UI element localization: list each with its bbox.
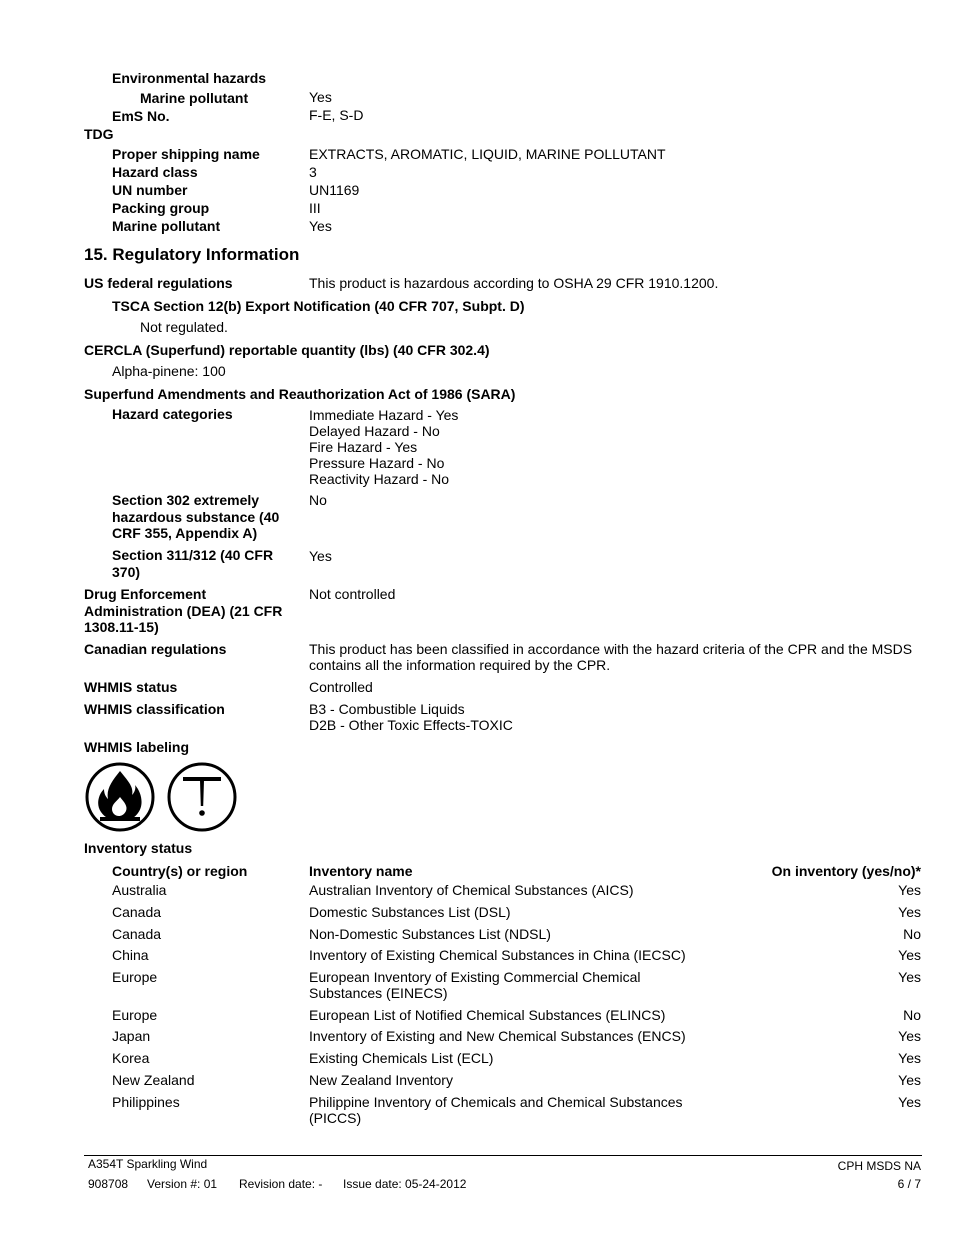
tsca-label: TSCA Section 12(b) Export Notification (40 CFR 707, Subpt. D) bbox=[112, 298, 525, 314]
inventory-country: Canada bbox=[112, 904, 162, 920]
hazard-category: Fire Hazard - Yes bbox=[309, 439, 418, 455]
tdg-packing-group-value: III bbox=[309, 200, 321, 216]
footer-product: A354T Sparkling Wind bbox=[88, 1157, 208, 1171]
dea-label: Drug Enforcement Administration (DEA) (21 CFR 1308.11-15) bbox=[84, 586, 283, 635]
tdg-un-number-label: UN number bbox=[112, 182, 188, 198]
hazard-categories-list bbox=[309, 407, 458, 487]
inventory-country: New Zealand bbox=[112, 1072, 195, 1088]
inventory-name: New Zealand Inventory bbox=[309, 1072, 453, 1088]
tdg-label: TDG bbox=[84, 126, 114, 142]
footer-version: Version #: 01 bbox=[147, 1177, 218, 1191]
us-federal-value: This product is hazardous according to OSHA 29 CFR 1910.1200. bbox=[309, 275, 719, 291]
section-311-value: Yes bbox=[309, 548, 332, 564]
inventory-country: Europe bbox=[112, 969, 158, 985]
sara-label: Superfund Amendments and Reauthorization Act of 1986 (SARA) bbox=[84, 386, 516, 402]
footer-revision: Revision date: - bbox=[239, 1177, 323, 1191]
whmis-classification-list bbox=[309, 701, 513, 733]
us-federal-label: US federal regulations bbox=[84, 275, 233, 291]
inventory-country: Korea bbox=[112, 1050, 150, 1066]
section-302-label: Section 302 extremely hazardous substance (40 CRF 355, Appendix A) bbox=[112, 492, 280, 541]
env-hazards-label: Environmental hazards bbox=[112, 70, 267, 86]
section-heading: 15. Regulatory Information bbox=[84, 245, 300, 264]
inventory-name: Inventory of Existing and New Chemical Substances (ENCS) bbox=[309, 1028, 686, 1044]
inventory-name: Non-Domestic Substances List (NDSL) bbox=[309, 926, 551, 942]
inventory-header-country: Country(s) or region bbox=[112, 863, 248, 879]
inventory-on: No bbox=[903, 926, 921, 942]
footer-doc-type: CPH MSDS NA bbox=[837, 1159, 921, 1173]
footer-code: 908708 bbox=[88, 1177, 129, 1191]
whmis-class: B3 - Combustible Liquids bbox=[309, 701, 465, 717]
marine-pollutant-label: Marine pollutant bbox=[140, 90, 249, 106]
inventory-name: Philippine Inventory of Chemicals and Chemical Substances (PICCS) bbox=[309, 1094, 683, 1126]
tdg-hazard-class-label: Hazard class bbox=[112, 164, 198, 180]
section-302-value: No bbox=[309, 492, 327, 508]
inventory-header-name: Inventory name bbox=[309, 863, 413, 879]
dea-value: Not controlled bbox=[309, 586, 396, 602]
ems-label: EmS No. bbox=[112, 108, 170, 124]
inventory-country: China bbox=[112, 947, 149, 963]
inventory-on: Yes bbox=[898, 947, 921, 963]
toxic-t-icon bbox=[166, 761, 238, 833]
inventory-country: Philippines bbox=[112, 1094, 180, 1110]
footer-page-number: 6 / 7 bbox=[897, 1177, 921, 1191]
marine-pollutant-value: Yes bbox=[309, 89, 332, 105]
cercla-label: CERCLA (Superfund) reportable quantity (lbs) (40 CFR 302.4) bbox=[84, 342, 490, 358]
inventory-country: Australia bbox=[112, 882, 167, 898]
tsca-value: Not regulated. bbox=[140, 319, 228, 335]
inventory-on: No bbox=[903, 1007, 921, 1023]
inventory-on: Yes bbox=[898, 1028, 921, 1044]
hazard-categories-label: Hazard categories bbox=[112, 406, 233, 422]
inventory-name: Domestic Substances List (DSL) bbox=[309, 904, 511, 920]
tdg-packing-group-label: Packing group bbox=[112, 200, 210, 216]
flame-icon bbox=[84, 761, 156, 833]
inventory-country: Canada bbox=[112, 926, 162, 942]
whmis-class: D2B - Other Toxic Effects-TOXIC bbox=[309, 717, 513, 733]
hazard-category: Reactivity Hazard - No bbox=[309, 471, 450, 487]
inventory-on: Yes bbox=[898, 904, 921, 920]
tdg-proper-shipping-name-value: EXTRACTS, AROMATIC, LIQUID, MARINE POLLUTANT bbox=[309, 146, 666, 162]
inventory-name: Existing Chemicals List (ECL) bbox=[309, 1050, 494, 1066]
tdg-proper-shipping-name-label: Proper shipping name bbox=[112, 146, 260, 162]
inventory-on: Yes bbox=[898, 882, 921, 898]
hazard-category: Immediate Hazard - Yes bbox=[309, 407, 459, 423]
hazard-category: Pressure Hazard - No bbox=[309, 455, 445, 471]
whmis-classification-label: WHMIS classification bbox=[84, 701, 225, 717]
ems-value: F-E, S-D bbox=[309, 107, 364, 123]
tdg-marine-pollutant-value: Yes bbox=[309, 218, 332, 234]
inventory-name: Inventory of Existing Chemical Substances in China (IECSC) bbox=[309, 947, 686, 963]
inventory-name: European Inventory of Existing Commercial Chemical Substances (EINECS) bbox=[309, 969, 641, 1001]
inventory-name: Australian Inventory of Chemical Substances (AICS) bbox=[309, 882, 634, 898]
whmis-status-label: WHMIS status bbox=[84, 679, 178, 695]
canadian-value: This product has been classified in accordance with the hazard criteria of the CPR and the MSDS contains all the information required by the CPR. bbox=[309, 641, 913, 673]
hazard-category: Delayed Hazard - No bbox=[309, 423, 440, 439]
whmis-status-value: Controlled bbox=[309, 679, 373, 695]
tdg-hazard-class-value: 3 bbox=[309, 164, 317, 180]
cercla-value: Alpha-pinene: 100 bbox=[112, 363, 226, 379]
inventory-on: Yes bbox=[898, 1050, 921, 1066]
tdg-marine-pollutant-label: Marine pollutant bbox=[112, 218, 221, 234]
inventory-country: Japan bbox=[112, 1028, 151, 1044]
inventory-on: Yes bbox=[898, 969, 921, 985]
tdg-un-number-value: UN1169 bbox=[309, 182, 360, 198]
footer-issue-date: Issue date: 05-24-2012 bbox=[343, 1177, 467, 1191]
inventory-name: European List of Notified Chemical Substances (ELINCS) bbox=[309, 1007, 666, 1023]
inventory-status-title: Inventory status bbox=[84, 840, 193, 856]
inventory-country: Europe bbox=[112, 1007, 158, 1023]
footer-rule bbox=[84, 1155, 922, 1156]
canadian-label: Canadian regulations bbox=[84, 641, 227, 657]
section-311-label: Section 311/312 (40 CFR 370) bbox=[112, 547, 274, 580]
inventory-on: Yes bbox=[898, 1072, 921, 1088]
inventory-on: Yes bbox=[898, 1094, 921, 1110]
whmis-labeling-label: WHMIS labeling bbox=[84, 739, 189, 755]
inventory-header-on: On inventory (yes/no)* bbox=[771, 863, 921, 879]
